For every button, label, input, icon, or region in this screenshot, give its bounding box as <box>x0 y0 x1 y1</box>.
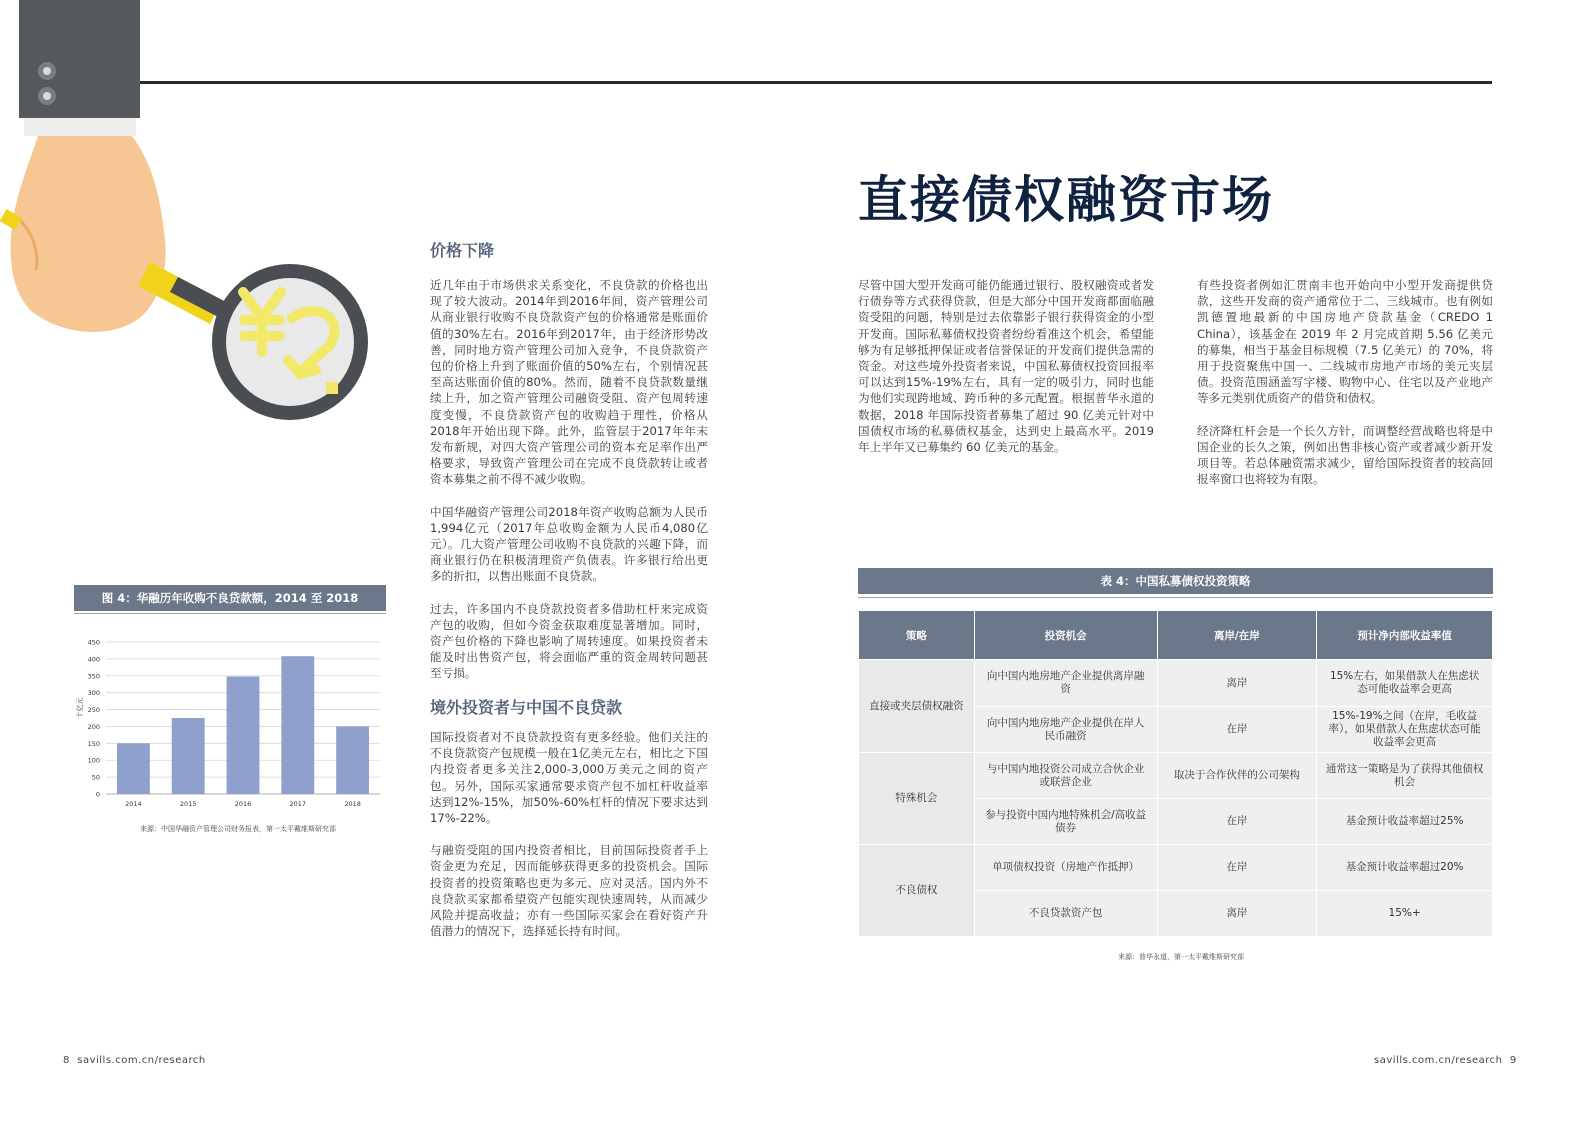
section-heading-price-decline: 价格下降 <box>430 241 495 260</box>
irr-cell: 15%左右，如果借款人在焦虑状态可能收益率会更高 <box>1317 660 1493 707</box>
y-tick-label: 250 <box>87 706 100 715</box>
magnifier-illustration <box>0 0 400 440</box>
opportunity-cell: 向中国内地房地产企业提供离岸融资 <box>974 660 1157 707</box>
location-cell: 在岸 <box>1157 845 1317 891</box>
y-tick-label: 350 <box>87 672 100 681</box>
opportunity-cell: 不良贷款资产包 <box>974 891 1157 937</box>
section2-body <box>430 729 708 955</box>
location-cell: 离岸 <box>1157 660 1317 707</box>
y-tick-label: 50 <box>91 773 100 782</box>
column-header: 投资机会 <box>974 611 1157 660</box>
opportunity-cell: 参与投资中国内地特殊机会/高收益债券 <box>974 799 1157 845</box>
irr-cell: 基金预计收益率超过20% <box>1317 845 1493 891</box>
bar-2017 <box>281 656 314 794</box>
bar-2016 <box>227 676 260 794</box>
location-cell: 离岸 <box>1157 891 1317 937</box>
irr-cell: 15%-19%之间（在岸，毛收益率），如果借款人在焦虑状态可能收益率会更高 <box>1317 707 1493 753</box>
table4-source: 来源：普华永道，第一太平戴维斯研究部 <box>1118 953 1244 961</box>
paragraph: 尽管中国大型开发商可能仍能通过银行、股权融资或者发行债券等方式获得贷款，但是大部分中国开发商都面临融资受阻的问题，特别是过去依靠影子银行获得资金的小型开发商。国际私募债权投资者纷纷看准这个机会，希望能够为有足够抵押保证或者信誉保证的开发商们提供急需的资金。对这些境外投资者来说，中国私募债权投资回报率可以达到15%-19%左右，具有一定的吸引力，同时也能为他们实现跨地域、跨币种的多元配置。根据普华永道的数据，2018 年国际投资者募集了超过 90 亿美元针对中国债权市场的私募债权基金，达到史上最高水平。2019 年上半年又已募集约 60 亿美元的基金。 <box>858 278 1154 455</box>
y-tick-label: 0 <box>95 790 100 799</box>
opportunity-cell: 单项债权投资（房地产作抵押） <box>974 845 1157 891</box>
paragraph: 有些投资者例如汇贯南丰也开始向中小型开发商提供贷款，这些开发商的资产通常位于二、三线城市。也有例如凯德置地最新的中国房地产贷款基金（CREDO 1 China），该基金在 2019 年 2 月完成首期 5.56 亿美元的募集，相当于基金目标规模（7.5 亿美元）的 70%，将用于投资聚焦中国一、二线城市房地产市场的美元夹层债。投资范围涵盖写字楼、购物中心、住宅以及产业地产等多元类别优质资产的借贷和债权。 <box>1197 278 1493 406</box>
footer-right <box>1374 1055 1517 1066</box>
paragraph: 国际投资者对不良贷款投资有更多经验。他们关注的不良贷款资产包规模一般在1亿美元左右，相比之下国内投资者更多关注2,000-3,000万美元之间的资产包。另外，国际买家通常要求资产包不加杠杆收益率达到12%-15%，加50%-60%杠杆的情况下要求达到17%-22%。 <box>430 730 708 826</box>
y-tick-label: 400 <box>87 655 100 664</box>
section1-body <box>430 277 708 698</box>
table4-title: 表 4：中国私募债权投资策略 <box>858 568 1493 594</box>
y-tick-label: 450 <box>87 638 100 647</box>
strategy-cell: 特殊机会 <box>859 753 975 845</box>
location-cell: 取决于合作伙伴的公司架构 <box>1157 753 1317 799</box>
y-tick-label: 150 <box>87 739 100 748</box>
right-col-1 <box>858 277 1154 471</box>
table-row <box>859 845 1493 891</box>
table-row <box>859 753 1493 799</box>
column-header: 预计净内部收益率值 <box>1317 611 1493 660</box>
figure4-source: 来源：中国华融资产管理公司财务报表，第一太平戴维斯研究部 <box>140 825 336 833</box>
figure4-title: 图 4：华融历年收购不良贷款额，2014 至 2018 <box>74 585 386 611</box>
location-cell: 在岸 <box>1157 707 1317 753</box>
hand-graphic <box>11 136 166 332</box>
irr-cell: 基金预计收益率超过25% <box>1317 799 1493 845</box>
opportunity-cell: 与中国内地投资公司成立合伙企业或联营企业 <box>974 753 1157 799</box>
paragraph: 过去，许多国内不良贷款投资者多借助杠杆来完成资产包的收购，但如今资金获取难度显著增加。同时，资产包价格的下降也影响了周转速度。如果投资者未能及时出售资产包，将会面临严重的资金周转问题甚至亏损。 <box>430 601 708 681</box>
y-tick-label: 200 <box>87 722 100 731</box>
x-tick-label: 2016 <box>234 800 252 808</box>
column-header: 策略 <box>859 611 975 660</box>
page-title: 直接债权融资市场 <box>858 171 1274 229</box>
page-number: 9 <box>1509 1055 1517 1066</box>
y-tick-label: 300 <box>87 689 100 698</box>
y-tick-label: 100 <box>87 756 100 765</box>
x-tick-label: 2018 <box>344 800 361 808</box>
irr-cell: 通常这一策略是为了获得其他债权机会 <box>1317 753 1493 799</box>
x-tick-label: 2014 <box>125 800 142 808</box>
right-col-2 <box>1197 277 1493 503</box>
x-tick-label: 2017 <box>289 800 307 808</box>
bar-2014 <box>117 743 150 794</box>
bar-2015 <box>172 718 205 794</box>
footer-url[interactable]: savills.com.cn/research <box>77 1055 206 1066</box>
paragraph: 经济降杠杆会是一个长久方针，而调整经营战略也将是中国企业的长久之策，例如出售非核心资产或者减少新开发项目等。若总体融资需求减少，留给国际投资者的较高回报率窗口也将较为有限。 <box>1197 423 1493 487</box>
page-number: 8 <box>63 1055 70 1066</box>
y-axis-label: 十亿元 <box>76 697 84 719</box>
bar-2018 <box>336 726 369 794</box>
irr-cell: 15%+ <box>1317 891 1493 937</box>
footer-url[interactable]: savills.com.cn/research <box>1374 1055 1503 1066</box>
table-row <box>859 660 1493 707</box>
paragraph: 近几年由于市场供求关系变化，不良贷款的价格也出现了较大波动。2014年到2016年间，资产管理公司从商业银行收购不良贷款资产包的价格通常是账面价值的30%左右。2016年到2017年，由于经济形势改善，同时地方资产管理公司加入竞争，不良贷款资产包的价格上升到了账面价值的50%左右，个别情况甚至高达账面价值的80%。然而，随着不良贷款数量继续上升，加之资产管理公司融资受阻、资产包周转速度变慢，不良贷款资产包的收购趋于理性，价格从2018年开始出现下降。此外，监管层于2017年年末发布新规，对四大资产管理公司的资本充足率作出严格要求，导致资产管理公司在完成不良贷款转让或者资本募集之前不得不减少收购。 <box>430 278 708 487</box>
table4-rule <box>858 597 1493 598</box>
paragraph: 中国华融资产管理公司2018年资产收购总额为人民币1,994亿元（2017年总收购金额为人民币4,080亿元）。几大资产管理公司收购不良贷款的兴趣下降，而商业银行仍在积极清理资产负债表。许多银行给出更多的折扣，以售出账面不良贷款。 <box>430 504 708 584</box>
column-header: 离岸/在岸 <box>1157 611 1317 660</box>
strategy-cell: 直接或夹层债权融资 <box>859 660 975 753</box>
strategy-cell: 不良债权 <box>859 845 975 937</box>
table-header-row <box>859 611 1493 660</box>
section-heading-foreign-investors: 境外投资者与中国不良贷款 <box>430 698 623 717</box>
opportunity-cell: 向中国内地房地产企业提供在岸人民币融资 <box>974 707 1157 753</box>
footer-left <box>63 1055 206 1066</box>
location-cell: 在岸 <box>1157 799 1317 845</box>
paragraph: 与融资受阻的国内投资者相比，目前国际投资者手上资金更为充足，因而能够获得更多的投资机会。国际投资者的投资策略也更为多元、应对灵活。国内外不良贷款买家都希望资产包能实现快速周转，从而减少风险并提高收益；亦有一些国际买家会在看好资产升值潜力的情况下，选择延长持有时间。 <box>430 843 708 939</box>
figure4-rule <box>74 613 386 614</box>
sleeve-graphic <box>19 0 140 118</box>
bar-chart <box>74 628 386 818</box>
x-tick-label: 2015 <box>179 800 197 808</box>
strategy-table <box>858 610 1493 937</box>
